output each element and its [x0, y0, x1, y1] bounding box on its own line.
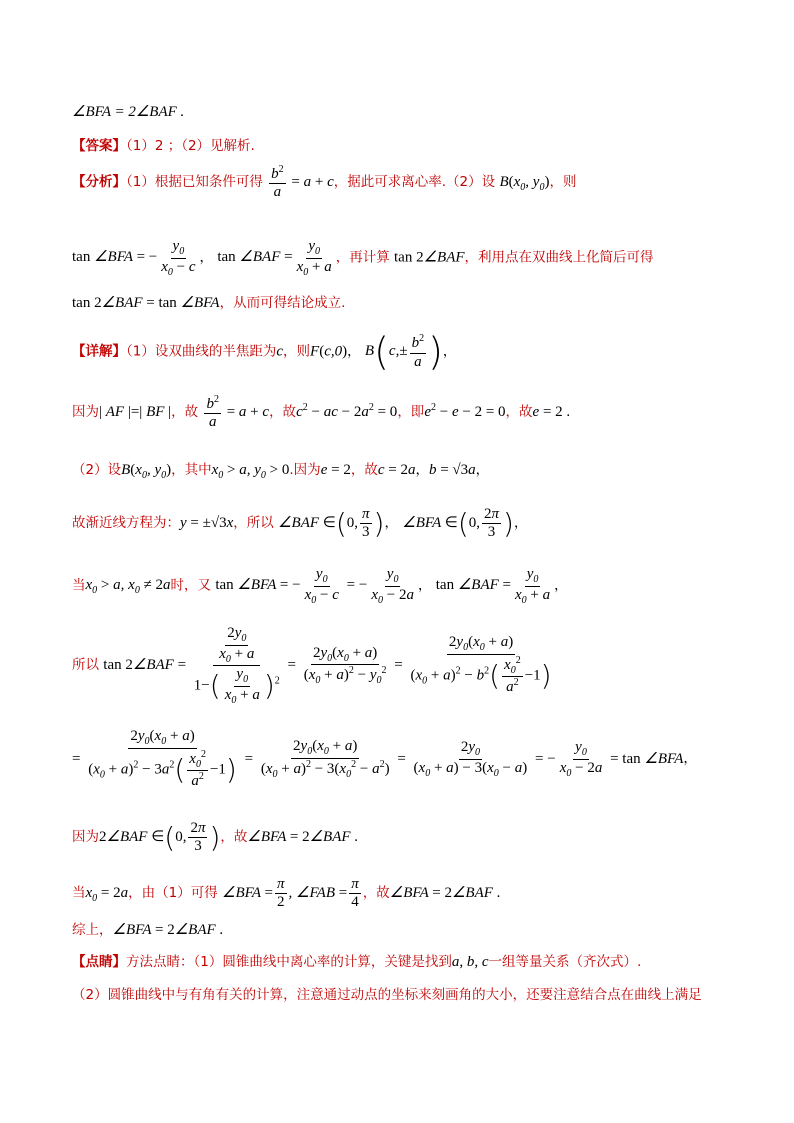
detail-text: ，故	[220, 829, 248, 846]
detail-text: ，即	[397, 404, 425, 421]
formula: ∠BFA ∈(0, $\frac{2\pi}{3}$ )	[402, 506, 514, 541]
formula: F(c,0)	[310, 343, 348, 360]
formula: $e^2 - e - 2 = 0$	[424, 402, 506, 421]
formula: $x_0 > a$, $x_0 \ne 2a$	[85, 577, 171, 597]
formula: | AF |=| BF |	[99, 404, 172, 421]
formula: tan 2∠BAF	[394, 249, 465, 266]
detail-text: 综上，	[72, 922, 113, 938]
detail-text: ，由（1）可得	[128, 885, 218, 902]
detail-label: 【详解】	[72, 343, 126, 360]
formula: ∠BFA = 2∠BAF .	[247, 829, 359, 846]
detail-text: ，	[683, 750, 697, 767]
detail-text: ，	[475, 462, 490, 478]
formula: ∠BFA = 2∠BAF .	[112, 922, 224, 938]
comment-line-1	[72, 950, 641, 971]
detail-text: ，故	[362, 885, 390, 902]
formula: tan ∠BFA = − $\frac{y_0}{x_0 - c}$ = − $\frac{y_0}{x_0 - 2a}$	[215, 566, 414, 606]
formula: $B(x_0$, $y_0$)	[121, 462, 172, 481]
analysis-line-2	[72, 238, 654, 278]
formula: $x_0 = 2a$	[85, 885, 129, 905]
comment-text: 一组等量关系（齐次式）.	[488, 954, 642, 970]
detail-line-6	[72, 625, 556, 706]
detail-text: 当	[72, 577, 86, 594]
detail-text: 当	[72, 885, 86, 902]
detail-line-7	[72, 728, 697, 790]
comment-label: 【点睛】	[72, 954, 126, 970]
detail-text: （2）设	[72, 462, 122, 478]
formula: tan 2∠BAF = $\frac{2y_0}{x_0 + a}$ 1−( $\frac{y_0}{x_0 + a}$ )$^2$ = $\frac{2y_0(x_0 + a)}{(x_0 + a)^2 - y_0^2}$ = $2y_0(x_0 + a)$ $(x_0 + a)^2 - b^2$( $\frac{x_0^2}{a^2}$ −1)	[103, 625, 552, 706]
detail-text: ，	[513, 515, 528, 532]
analysis-text: （1）根据已知条件可得	[126, 174, 263, 191]
formula: c = 2a	[377, 462, 416, 478]
detail-text: .因为	[289, 462, 321, 478]
detail-line-10	[72, 918, 223, 939]
formula: y = ±√3x	[180, 515, 234, 532]
formula: ∠BFA = 2∠BAF .	[389, 885, 501, 902]
formula: tan ∠BAF = $\frac{y_0}{x_0 + a}$	[435, 566, 551, 606]
formula: $x_0 > a$, $y_0 > 0$	[211, 462, 290, 481]
formula: $\frac{b^2}{a}$ = a + c	[206, 394, 270, 431]
detail-text: ，	[417, 577, 432, 594]
detail-line-3	[72, 458, 489, 481]
detail-line-2	[72, 394, 570, 432]
detail-text: 因为	[72, 829, 99, 846]
formula: e = 2	[320, 462, 351, 478]
comment-line-2	[72, 983, 702, 1003]
formula: $B(x_0$, $y_0$)	[499, 174, 550, 194]
detail-text: 所以	[72, 656, 99, 673]
answer-label: 【答案】	[72, 138, 126, 154]
formula: $\frac{b^2}{a}$ = a + c	[271, 164, 334, 201]
formula: tan 2∠BAF = tan ∠BFA	[72, 295, 220, 311]
detail-text: ，	[415, 462, 429, 478]
detail-text: ，	[442, 343, 457, 360]
analysis-text: ，则	[549, 174, 577, 191]
detail-text: （1）设双曲线的半焦距为	[126, 343, 277, 360]
detail-text: ，	[347, 343, 361, 360]
detail-text: ，故	[171, 404, 199, 421]
detail-text: ，	[554, 577, 568, 594]
detail-text: 时，又	[170, 577, 212, 594]
formula: 2∠BAF ∈(0, $\frac{2\pi}{3}$ )	[99, 820, 221, 855]
formula: a, b, c	[451, 954, 489, 970]
comment-text: （2）圆锥曲线中与有角有关的计算，注意通过动点的坐标来刻画角的大小，还要注意结合点在曲线上满足	[72, 987, 702, 1003]
detail-text: ，所以	[233, 515, 274, 532]
analysis-label: 【分析】	[72, 174, 126, 191]
detail-text: ，	[384, 515, 398, 532]
analysis-text: ，	[199, 249, 214, 266]
formula: e = 2 .	[532, 404, 571, 421]
detail-line-5	[72, 566, 568, 606]
analysis-text: ，从而可得结论成立.	[219, 295, 346, 311]
analysis-text: ，利用点在双曲线上化简后可得	[464, 249, 654, 266]
answer-line	[72, 134, 255, 154]
comment-text: 方法点睛：（1）圆锥曲线中离心率的计算，关键是找到	[126, 954, 452, 970]
formula: c	[276, 343, 284, 360]
formula: ∠BFA = $\frac{\pi}{2}$ , ∠FAB = $\frac{\pi}{4}$	[222, 876, 359, 911]
detail-text: ，其中	[171, 462, 212, 478]
formula: tan ∠BAF = $\frac{y_0}{x_0 + a}$	[217, 238, 332, 278]
answer-body: （1）2 ；（2）见解析.	[126, 138, 255, 154]
formula: ∠BAF ∈(0, $\frac{\pi}{3}$ )	[278, 506, 385, 541]
detail-text: ，则	[283, 343, 311, 360]
conclusion-line	[72, 102, 184, 121]
formula: $c^2$ − ac − $2a^2 = 0$	[296, 402, 398, 421]
detail-text: ，故	[350, 462, 378, 478]
analysis-line-1	[72, 164, 576, 202]
detail-line-9	[72, 876, 500, 912]
detail-text: 故渐近线方程为：	[72, 515, 180, 532]
detail-line-4	[72, 506, 527, 542]
analysis-text: ，据此可求离心率.（2）设	[333, 174, 496, 191]
detail-line-1	[72, 330, 456, 374]
formula: tan ∠BFA = − $\frac{y_0}{x_0 - c}$	[72, 238, 196, 278]
formula: B(c,± $\frac{b^2}{a}$ )	[364, 330, 443, 374]
analysis-line-3	[72, 291, 345, 312]
detail-text: ，故	[269, 404, 297, 421]
detail-line-8	[72, 820, 358, 856]
detail-text: 因为	[72, 404, 99, 421]
formula: b = √3a	[428, 462, 476, 478]
analysis-text: ，再计算	[335, 249, 390, 266]
formula: = $2y_0(x_0 + a)$ $(x_0 + a)^2 - 3a^2$( $\frac{x_0^2}{a^2}$ −1) = $\frac{2y_0(x_0 + a)}{(x_0 + a)^2 - 3(x_0^2 - a^2)}$ = $\frac{2y_0}{(x_0 + a) - 3(x_0 - a)}$ = − $\frac{y_0}{x_0 - 2a}$ = tan ∠BFA	[72, 728, 684, 789]
detail-text: ，故	[505, 404, 533, 421]
conclusion-text: ∠BFA = 2∠BAF .	[72, 104, 185, 120]
